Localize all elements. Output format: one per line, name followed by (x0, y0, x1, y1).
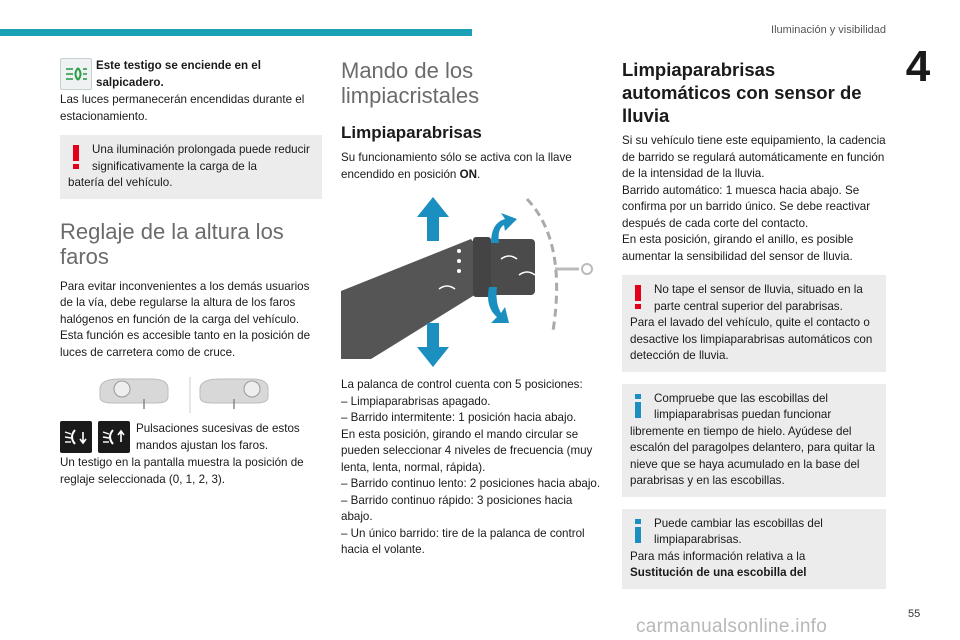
auto-wipers-p1: Si su vehículo tiene este equipamiento, la cadencia de barrido se regulará automáticamente en función de la intensidad de la lluvia. (622, 134, 886, 180)
section-title-wipers: Mando de los limpiacristales (341, 58, 480, 108)
headlight-left-figure (100, 379, 168, 409)
lever-position-2: – Barrido intermitente: 1 posición hacia abajo. (341, 411, 577, 424)
warning-note-battery (60, 135, 322, 199)
indicator-bold-text: Este testigo se enciende en el salpicadero. (96, 59, 261, 89)
headlight-up-button-icon (98, 421, 130, 453)
warning-lead: Una iluminación prolongada puede reducir significativamente la carga de la (92, 143, 310, 173)
header-accent-bar (0, 29, 472, 36)
warning-note-rain-sensor (622, 275, 886, 372)
lever-position-5: – Un único barrido: tire de la palanca de control hacia el volante. (341, 526, 585, 556)
warning-exclamation-icon (68, 143, 84, 171)
foglight-indicator-icon (60, 58, 92, 90)
wiper-lever-illustration (341, 191, 605, 371)
column-left (60, 58, 322, 488)
lever-position-1: – Limpiaparabrisas apagado. (341, 394, 491, 408)
headlight-down-button-icon (60, 421, 92, 453)
section-title-auto-wipers: Limpiaparabrisas automáticos con sensor de lluvia (622, 59, 862, 126)
adjust-text-lead: Pulsaciones sucesivas de estos mandos ajustan los faros. (136, 422, 300, 452)
info-note-blades (622, 509, 886, 589)
wipers-intro: Su funcionamiento sólo se activa con la llave encendido en posición ON. (341, 151, 572, 181)
arrow-pull-icon (555, 264, 592, 274)
chapter-number: 4 (905, 42, 931, 91)
lever-position-2-text: En esta posición, girando el mando circular se pueden seleccionar 4 niveles de frecuencia (muy lenta, lenta, normal, rápida). (341, 427, 593, 474)
lever-intro: La palanca de control cuenta con 5 posiciones: (341, 378, 583, 391)
lever-position-3: – Barrido continuo lento: 2 posiciones hacia abajo. (341, 477, 601, 490)
watermark: carmanualsonline.info (636, 616, 828, 637)
indicator-paragraph (60, 58, 322, 92)
info-lead: Compruebe que las escobillas del limpiaparabrisas puedan funcionar (654, 391, 832, 421)
section-title-headlight: Reglaje de la altura los faros (60, 218, 284, 269)
column-right (622, 58, 886, 589)
adjust-text-rest: Un testigo en la pantalla muestra la posición de reglaje seleccionada (0, 1, 2, 3). (60, 456, 304, 486)
warning-rest: batería del vehículo. (68, 176, 173, 189)
info-rest: libremente en tiempo de hielo. Ayúdese del escalón del paragolpes delantero, para quitar la nieve que se haya acumulado en la base del parabrisas y en las escobillas. (630, 424, 875, 487)
auto-wipers-p2: Barrido automático: 1 muesca hacia abajo. Se confirma por un barrido único. Se debe reactivar después de cada corte del contacto. (622, 183, 871, 230)
auto-wipers-p3: En esta posición, girando el anillo, es posible aumentar la sensibilidad del sensor de lluvia. (622, 233, 854, 263)
info-icon (630, 392, 646, 420)
headlight-right-figure (200, 379, 268, 409)
section-text-headlight: Para evitar inconvenientes a los demás usuarios de la vía, debe regularse la altura de los faros halógenos en función de la carga del vehículo. Esta función es accesible tanto en la posición de luces de carretera como de cruce. (60, 279, 311, 359)
warning-lead: No tape el sensor de lluvia, situado en la parte central superior del parabrisas. (654, 283, 863, 313)
info-rest: Para más información relativa a la (630, 549, 806, 563)
arrow-rotate-up-icon (491, 213, 517, 243)
chapter-title: Iluminación y visibilidad (771, 24, 886, 36)
adjust-paragraph (60, 421, 322, 455)
indicator-text: Las luces permanecerán encendidas durante el estacionamiento. (60, 93, 305, 123)
lever-position-4: – Barrido continuo rápido: 3 posiciones hacia abajo. (341, 493, 573, 523)
arrow-up-icon (417, 197, 449, 241)
warning-rest: Para el lavado del vehículo, quite el contacto o desactive los limpiaparabrisas automáticos con detección de lluvia. (630, 316, 873, 362)
info-note-ice (622, 384, 886, 497)
subtitle-wipers: Limpiaparabrisas (341, 123, 482, 142)
info-rest-bold: Sustitución de una escobilla del (630, 566, 807, 579)
info-lead: Puede cambiar las escobillas del limpiaparabrisas. (654, 516, 823, 546)
headlight-illustration (60, 375, 322, 415)
page-number: 55 (908, 608, 921, 620)
arrow-down-icon (417, 323, 449, 367)
warning-exclamation-icon (630, 283, 646, 311)
column-middle (341, 58, 605, 559)
info-icon (630, 517, 646, 545)
